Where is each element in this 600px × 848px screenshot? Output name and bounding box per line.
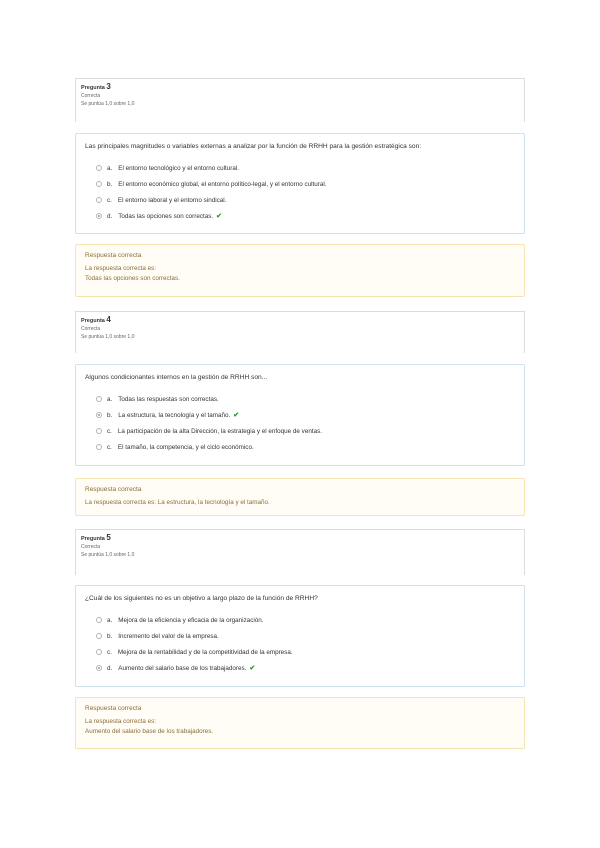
radio-button[interactable] bbox=[96, 197, 102, 203]
radio-button[interactable] bbox=[96, 428, 102, 434]
feedback-title: Respuesta correcta bbox=[85, 252, 142, 259]
question-number: 4 bbox=[106, 315, 111, 324]
answer-letter: b. bbox=[107, 411, 113, 419]
answer-text: La estructura, la tecnología y el tamaño. bbox=[118, 411, 231, 419]
radio-button[interactable] bbox=[96, 412, 102, 418]
correct-check-icon: ✔ bbox=[216, 213, 222, 220]
radio-button[interactable] bbox=[96, 444, 102, 450]
answer-letter: d. bbox=[107, 212, 113, 220]
feedback-title: Respuesta correcta bbox=[85, 486, 142, 493]
answer-letter: c. bbox=[107, 196, 112, 204]
question-heading bbox=[81, 534, 519, 543]
question-content-3 bbox=[75, 133, 525, 234]
answer-letter: d. bbox=[107, 664, 113, 672]
answer-text: Todas las respuestas son correctas. bbox=[118, 395, 219, 403]
feedback-line: Todas las opciones son correctas. bbox=[85, 275, 180, 282]
question-heading bbox=[81, 83, 519, 92]
feedback-5 bbox=[75, 697, 525, 749]
question-content-5 bbox=[75, 585, 525, 687]
correct-check-icon: ✔ bbox=[233, 412, 240, 419]
answer-text: Mejora de la eficiencia y eficacia de la organización. bbox=[118, 616, 264, 624]
question-status: Correcta bbox=[81, 93, 101, 99]
radio-button[interactable] bbox=[96, 633, 102, 639]
answer-option[interactable] bbox=[85, 423, 515, 439]
answer-text: La participación de la alta Dirección, la estrategia y el enfoque de ventas. bbox=[117, 427, 322, 435]
answer-option[interactable] bbox=[85, 407, 515, 423]
answer-letter: c. bbox=[107, 443, 112, 451]
answer-letter: a. bbox=[107, 616, 113, 624]
feedback-line: Aumento del salario base de los trabajadores. bbox=[85, 728, 214, 735]
feedback-3 bbox=[75, 244, 525, 297]
question-status: Correcta bbox=[81, 544, 101, 550]
radio-button[interactable] bbox=[96, 213, 102, 219]
answer-letter: b. bbox=[107, 632, 113, 640]
answer-list bbox=[85, 160, 515, 224]
answer-option[interactable] bbox=[85, 439, 515, 455]
question-info-5 bbox=[75, 529, 525, 575]
question-content-4 bbox=[75, 364, 525, 466]
answer-text: Mejora de la rentabilidad y de la competitividad de la empresa. bbox=[117, 648, 293, 656]
answer-letter: a. bbox=[107, 395, 113, 403]
answer-text: Aumento del salario base de los trabajadores. bbox=[118, 664, 247, 672]
answer-text: Todas las opciones son correctas. bbox=[118, 212, 214, 220]
answer-option[interactable] bbox=[85, 391, 515, 407]
question-label: Pregunta bbox=[81, 318, 105, 324]
answer-letter: a. bbox=[107, 164, 113, 172]
answer-option[interactable] bbox=[85, 208, 515, 224]
question-text: Algunos condicionantes internos en la gestión de RRHH son... bbox=[85, 374, 268, 381]
feedback-line: La respuesta correcta es: bbox=[85, 265, 157, 272]
question-info-4 bbox=[75, 311, 525, 353]
question-score: Se puntúa 1,0 sobre 1,0 bbox=[81, 552, 135, 558]
answer-option[interactable] bbox=[85, 628, 515, 644]
radio-button[interactable] bbox=[96, 396, 102, 402]
feedback-line: La respuesta correcta es: bbox=[85, 718, 157, 725]
answer-letter: c. bbox=[107, 648, 112, 656]
radio-button[interactable] bbox=[96, 617, 102, 623]
answer-option[interactable] bbox=[85, 660, 515, 676]
answer-option[interactable] bbox=[85, 644, 515, 660]
question-score: Se puntúa 1,0 sobre 1,0 bbox=[81, 334, 135, 340]
answer-text: El tamaño, la competencia, y el ciclo económico. bbox=[117, 443, 254, 451]
radio-button[interactable] bbox=[96, 649, 102, 655]
answer-letter: c. bbox=[107, 427, 112, 435]
radio-button[interactable] bbox=[96, 665, 102, 671]
question-number: 3 bbox=[106, 82, 111, 91]
radio-button[interactable] bbox=[96, 165, 102, 171]
question-label: Pregunta bbox=[81, 536, 105, 542]
answer-option[interactable] bbox=[85, 160, 515, 176]
feedback-4 bbox=[75, 478, 525, 516]
answer-option[interactable] bbox=[85, 192, 515, 208]
answer-list bbox=[85, 391, 515, 455]
answer-list bbox=[85, 612, 515, 676]
feedback-title: Respuesta correcta bbox=[85, 705, 142, 712]
question-score: Se puntúa 1,0 sobre 1,0 bbox=[81, 101, 135, 107]
answer-text: El entorno tecnológico y el entorno cultural. bbox=[118, 164, 240, 172]
feedback-line: La respuesta correcta es: La estructura, la tecnología y el tamaño. bbox=[85, 499, 270, 506]
question-text: ¿Cuál de los siguientes no es un objetivo a largo plazo de la función de RRHH? bbox=[85, 595, 318, 602]
question-info-3 bbox=[75, 78, 525, 122]
question-label: Pregunta bbox=[81, 85, 105, 91]
question-text: Las principales magnitudes o variables externas a analizar por la función de RRHH para la gestión estratégica son: bbox=[85, 143, 422, 150]
answer-text: Incremento del valor de la empresa. bbox=[118, 632, 219, 640]
radio-button[interactable] bbox=[96, 181, 102, 187]
question-status: Correcta bbox=[81, 326, 101, 332]
answer-text: El entorno laboral y el entorno sindical. bbox=[117, 196, 227, 204]
question-number: 5 bbox=[106, 533, 111, 542]
answer-option[interactable] bbox=[85, 176, 515, 192]
answer-text: El entorno económico global, el entorno político-legal, y el entorno cultural. bbox=[118, 180, 327, 188]
correct-check-icon: ✔ bbox=[249, 665, 256, 672]
question-heading bbox=[81, 316, 519, 325]
answer-letter: b. bbox=[107, 180, 113, 188]
answer-option[interactable] bbox=[85, 612, 515, 628]
